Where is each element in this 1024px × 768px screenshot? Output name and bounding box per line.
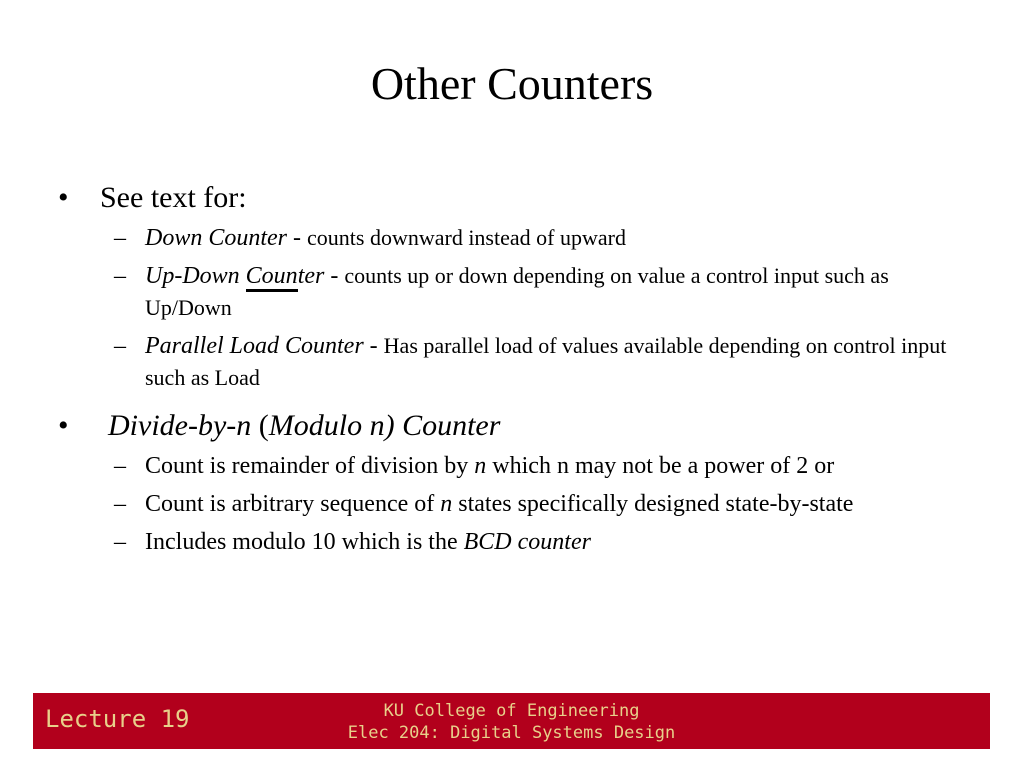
- dash-icon: –: [114, 529, 126, 555]
- slide-content: [58, 180, 978, 564]
- dash-icon: –: [114, 491, 126, 517]
- subitem-italic: BCD counter: [463, 529, 591, 555]
- subitem-part2: states specifically designed state-by-state: [452, 491, 854, 517]
- subitem-description: counts up or down depending on value a control input such as Up/Down: [145, 263, 889, 320]
- bullet-text: [100, 409, 500, 442]
- subitem-separator: -: [287, 225, 308, 251]
- subitem-parallel-load-counter: [58, 330, 978, 394]
- bullet-icon: •: [58, 409, 69, 442]
- subitem-down-counter: [58, 222, 978, 254]
- subitem-remainder: [58, 450, 978, 482]
- subitem-up-down-counter: [58, 260, 978, 324]
- subitem-part2: which n may not be a power of 2 or: [486, 453, 835, 479]
- subitem-description: counts downward instead of upward: [307, 225, 626, 250]
- bullet-text: See text for:: [100, 181, 247, 214]
- slide-title: Other Counters: [370, 58, 654, 109]
- subitem-part1: Count is remainder of division by: [145, 453, 475, 479]
- subitem-italic: n: [474, 453, 487, 479]
- bullet-icon: •: [58, 181, 69, 214]
- subitem-description: Has parallel load of values available depending on control input such as Load: [145, 333, 947, 390]
- bullet-text-italic1: Divide-by-n: [108, 409, 252, 442]
- bullet-see-text: [58, 180, 978, 216]
- subitem-part1: Includes modulo 10 which is the: [145, 529, 464, 555]
- subitem-separator: -: [363, 333, 384, 359]
- footer-course-info: [33, 700, 990, 744]
- dash-icon: –: [114, 333, 126, 359]
- bullet-text-italic2: Modulo n) Counter: [268, 409, 501, 442]
- dash-icon: –: [114, 263, 126, 289]
- subitem-term: Down Counter: [145, 225, 288, 251]
- subitem-modulo-10: [58, 526, 978, 558]
- footer-college: KU College of Engineering: [383, 701, 640, 721]
- bullet-text-plain: (: [251, 409, 269, 442]
- footer-lecture-label: Lecture 19: [45, 705, 190, 733]
- subitem-arbitrary-sequence: [58, 488, 978, 520]
- subitem-term-part1: Up-Down: [145, 263, 246, 289]
- subitem-term: Parallel Load Counter: [145, 333, 364, 359]
- dash-icon: –: [114, 225, 126, 251]
- subitem-part1: Count is arbitrary sequence of: [145, 491, 441, 517]
- footer-course: Elec 204: Digital Systems Design: [347, 723, 676, 743]
- footer-bar: [33, 693, 990, 749]
- subitem-italic: n: [440, 491, 453, 517]
- subitem-separator: -: [324, 263, 345, 289]
- subitem-term-underlined: Coun: [246, 263, 298, 292]
- bullet-divide-by-n: [58, 408, 978, 444]
- dash-icon: –: [114, 453, 126, 479]
- subitem-term-part3: ter: [297, 263, 325, 289]
